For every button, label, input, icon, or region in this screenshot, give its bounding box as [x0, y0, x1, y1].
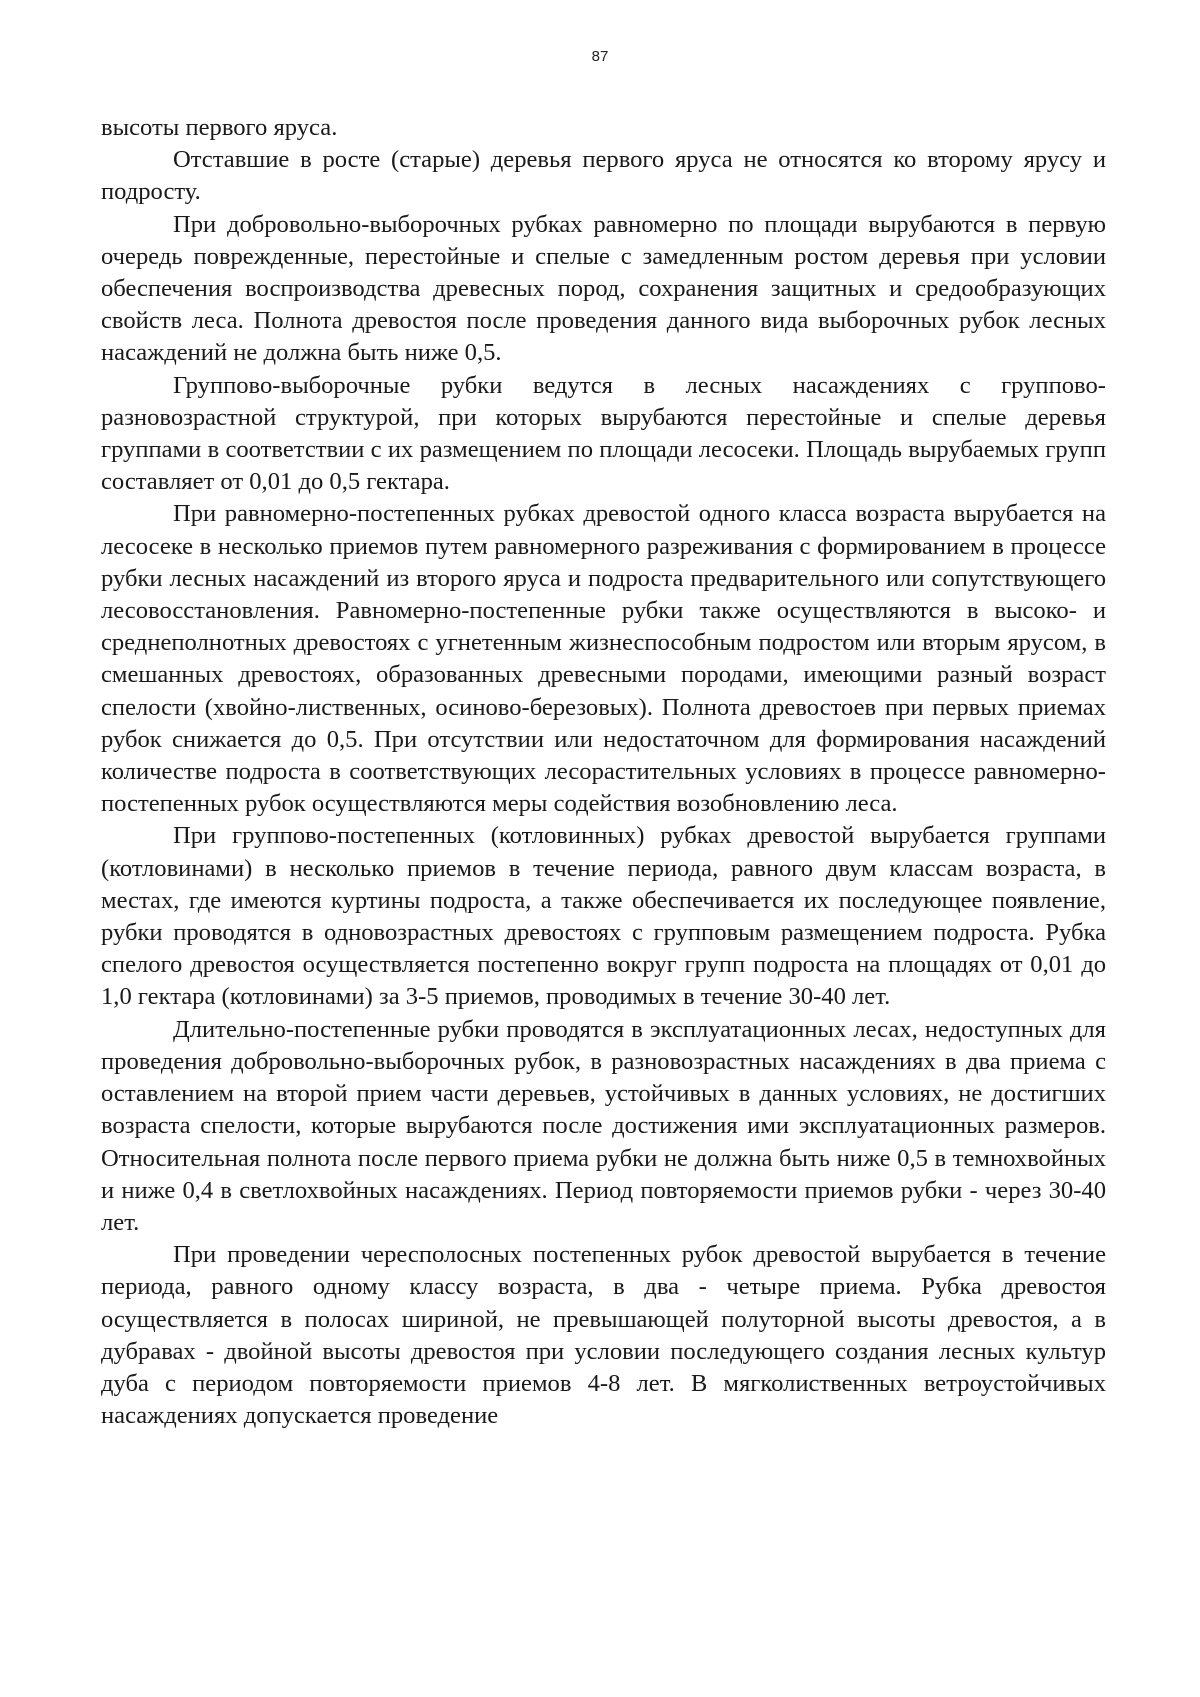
page-number: 87: [591, 48, 609, 65]
paragraph-group-gradual-cutting: При группово-постепенных (котловинных) рубках древостой вырубается группами (котловинами) в несколько приемов в течение периода, равного двум классам возраста, в местах, где имеются куртины подроста, а также обеспечивается их последующее появление, рубки проводятся в одновозрастных древостоях с групповым размещением подроста. Рубка спелого древостоя осуществляется постепенно вокруг групп подроста на площадях от 0,01 до 1,0 гектара (котловинами) за 3-5 приемов, проводимых в течение 30-40 лет.: [101, 822, 1106, 1011]
paragraph-strip-gradual-cutting: При проведении чересполосных постепенных рубок древостой вырубается в течение периода, равного одному классу возраста, в два - четыре приема. Рубка древостоя осуществляется в полосах шириной, не превышающей полуторной высоты древостоя, а в дубравах - двойной высоты древостоя при условии последующего создания лесных культур дуба с периодом повторяемости приемов 4-8 лет. В мягколиственных ветроустойчивых насаждениях допускается проведение: [101, 1241, 1106, 1430]
paragraph-lagging-trees: Отставшие в росте (старые) деревья первого яруса не относятся ко второму ярусу и подросту.: [101, 146, 1106, 206]
document-body: [101, 112, 1106, 1432]
paragraph-voluntary-selective-cutting: При добровольно-выборочных рубках равномерно по площади вырубаются в первую очередь поврежденные, перестойные и спелые с замедленным ростом деревья при условии обеспечения воспроизводства древесных пород, сохранения защитных и средообразующих свойств леса. Полнота древостоя после проведения данного вида выборочных рубок лесных насаждений не должна быть ниже 0,5.: [101, 210, 1106, 367]
paragraph-group-selective-cutting: Группово-выборочные рубки ведутся в лесных насаждениях с группово-разновозрастной структурой, при которых вырубаются перестойные и спелые деревья группами в соответствии с их размещением по площади лесосеки. Площадь вырубаемых групп составляет от 0,01 до 0,5 гектара.: [101, 371, 1106, 496]
paragraph-long-term-gradual-cutting: Длительно-постепенные рубки проводятся в эксплуатационных лесах, недоступных для проведения добровольно-выборочных рубок, в разновозрастных насаждениях в два приема с оставлением на второй прием части деревьев, устойчивых в данных условиях, не достигших возраста спелости, которые вырубаются после достижения ими эксплуатационных размеров. Относительная полнота после первого приема рубки не должна быть ниже 0,5 в темнохвойных и ниже 0,4 в светлохвойных насаждениях. Период повторяемости приемов рубки - через 30-40 лет.: [101, 1015, 1106, 1236]
paragraph-uniform-gradual-cutting: При равномерно-постепенных рубках древостой одного класса возраста вырубается на лесосеке в несколько приемов путем равномерного разреживания с формированием в процессе рубки лесных насаждений из второго яруса и подроста предварительного или сопутствующего лесовосстановления. Равномерно-постепенные рубки также осуществляются в высоко- и среднеполнотных древостоях с угнетенным жизнеспособным подростом или вторым ярусом, в смешанных древостоях, образованных древесными породами, имеющими разный возраст спелости (хвойно-лиственных, осиново-березовых). Полнота древостоев при первых приемах рубок снижается до 0,5. При отсутствии или недостаточном для формирования насаждений количестве подроста в соответствующих лесорастительных условиях в процессе равномерно-постепенных рубок осуществляются меры содействия возобновлению леса.: [101, 500, 1106, 818]
paragraph-continuation: высоты первого яруса.: [101, 114, 338, 141]
